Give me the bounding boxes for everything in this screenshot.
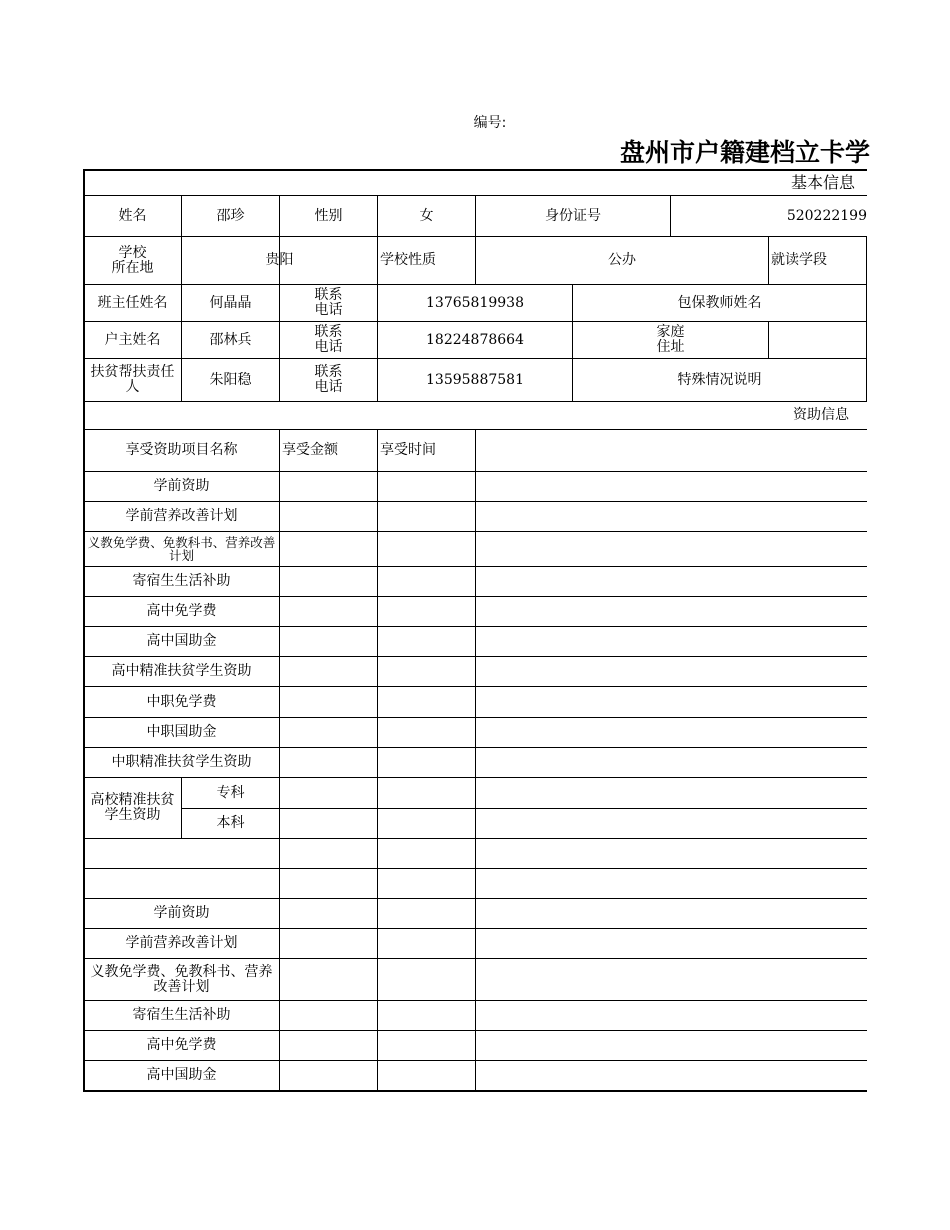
grid-line xyxy=(768,321,769,358)
college-sub-benke: 本科 xyxy=(216,815,245,831)
college-sub-zhuanke: 专科 xyxy=(216,784,245,801)
poverty-responsible-label: 扶贫帮扶责任人 xyxy=(90,364,175,395)
college-aid-label: 高校精准扶贫学生资助 xyxy=(90,792,175,823)
school-type-label: 学校性质 xyxy=(380,252,436,268)
poverty-responsible-value: 朱阳稳 xyxy=(209,371,252,388)
aid-item: 义教免学费、免教科书、营养改善计划 xyxy=(87,535,276,563)
gender-label: 性别 xyxy=(314,207,343,224)
household-head-value: 邵林兵 xyxy=(209,331,252,348)
aid-item: 义教免学费、免教科书、营养改善计划 xyxy=(90,963,273,995)
id-value: 520222199 xyxy=(786,207,867,224)
grid-line xyxy=(377,429,378,1090)
teacher-label: 班主任姓名 xyxy=(97,294,168,311)
aid-item: 高中精准扶贫学生资助 xyxy=(111,663,252,679)
col-time: 享受时间 xyxy=(380,442,436,458)
head-phone-value: 18224878664 xyxy=(426,331,524,348)
head-phone-label: 联系 电话 xyxy=(314,324,343,355)
special-notes-label: 特殊情况说明 xyxy=(677,371,762,388)
teacher-phone-value: 13765819938 xyxy=(426,294,524,311)
page-title: 盘州市户籍建档立卡学 xyxy=(619,138,870,167)
aid-item: 寄宿生生活补助 xyxy=(132,1007,231,1023)
aid-item: 高中免学费 xyxy=(146,603,217,619)
school-type-value: 公办 xyxy=(608,252,636,268)
school-location-value: 贵阳 xyxy=(265,252,294,268)
table-border-bottom xyxy=(83,1090,867,1092)
grid-line xyxy=(279,429,280,838)
poverty-phone-label: 联系 电话 xyxy=(314,364,343,395)
aid-item: 中职免学费 xyxy=(146,693,217,710)
teacher-phone-label: 联系 电话 xyxy=(314,287,343,318)
aid-item: 学前营养改善计划 xyxy=(125,935,238,951)
teacher-value: 何晶晶 xyxy=(209,294,252,311)
address-label: 家庭 住址 xyxy=(656,324,685,355)
aid-item: 中职国助金 xyxy=(146,724,217,740)
school-location-label: 学校 所在地 xyxy=(111,244,154,276)
name-value: 邵珍 xyxy=(216,207,245,224)
grid-line xyxy=(866,236,867,401)
stage-label: 就读学段 xyxy=(771,252,827,268)
guarantor-label: 包保教师姓名 xyxy=(677,294,762,311)
number-label: 编号: xyxy=(473,115,507,131)
household-head-label: 户主姓名 xyxy=(104,331,161,348)
basic-info-section-label: 基本信息 xyxy=(790,173,855,192)
aid-item: 学前资助 xyxy=(153,478,210,494)
col-amount: 享受金额 xyxy=(282,442,338,458)
aid-item: 学前资助 xyxy=(153,905,210,921)
col-project-name: 享受资助项目名称 xyxy=(125,442,238,458)
gender-value: 女 xyxy=(419,207,434,224)
grid-line xyxy=(279,838,280,1090)
aid-item: 学前营养改善计划 xyxy=(125,508,238,524)
aid-info-section-label: 资助信息 xyxy=(793,407,849,423)
id-label: 身份证号 xyxy=(545,207,601,224)
poverty-phone-value: 13595887581 xyxy=(426,371,524,388)
aid-item: 寄宿生生活补助 xyxy=(132,573,231,589)
grid-line xyxy=(181,808,867,809)
name-label: 姓名 xyxy=(118,207,147,224)
grid-line xyxy=(475,429,476,1090)
aid-item: 中职精准扶贫学生资助 xyxy=(111,754,252,770)
aid-item: 高中国助金 xyxy=(146,633,217,649)
aid-item: 高中国助金 xyxy=(146,1067,217,1083)
aid-item: 高中免学费 xyxy=(146,1037,217,1053)
